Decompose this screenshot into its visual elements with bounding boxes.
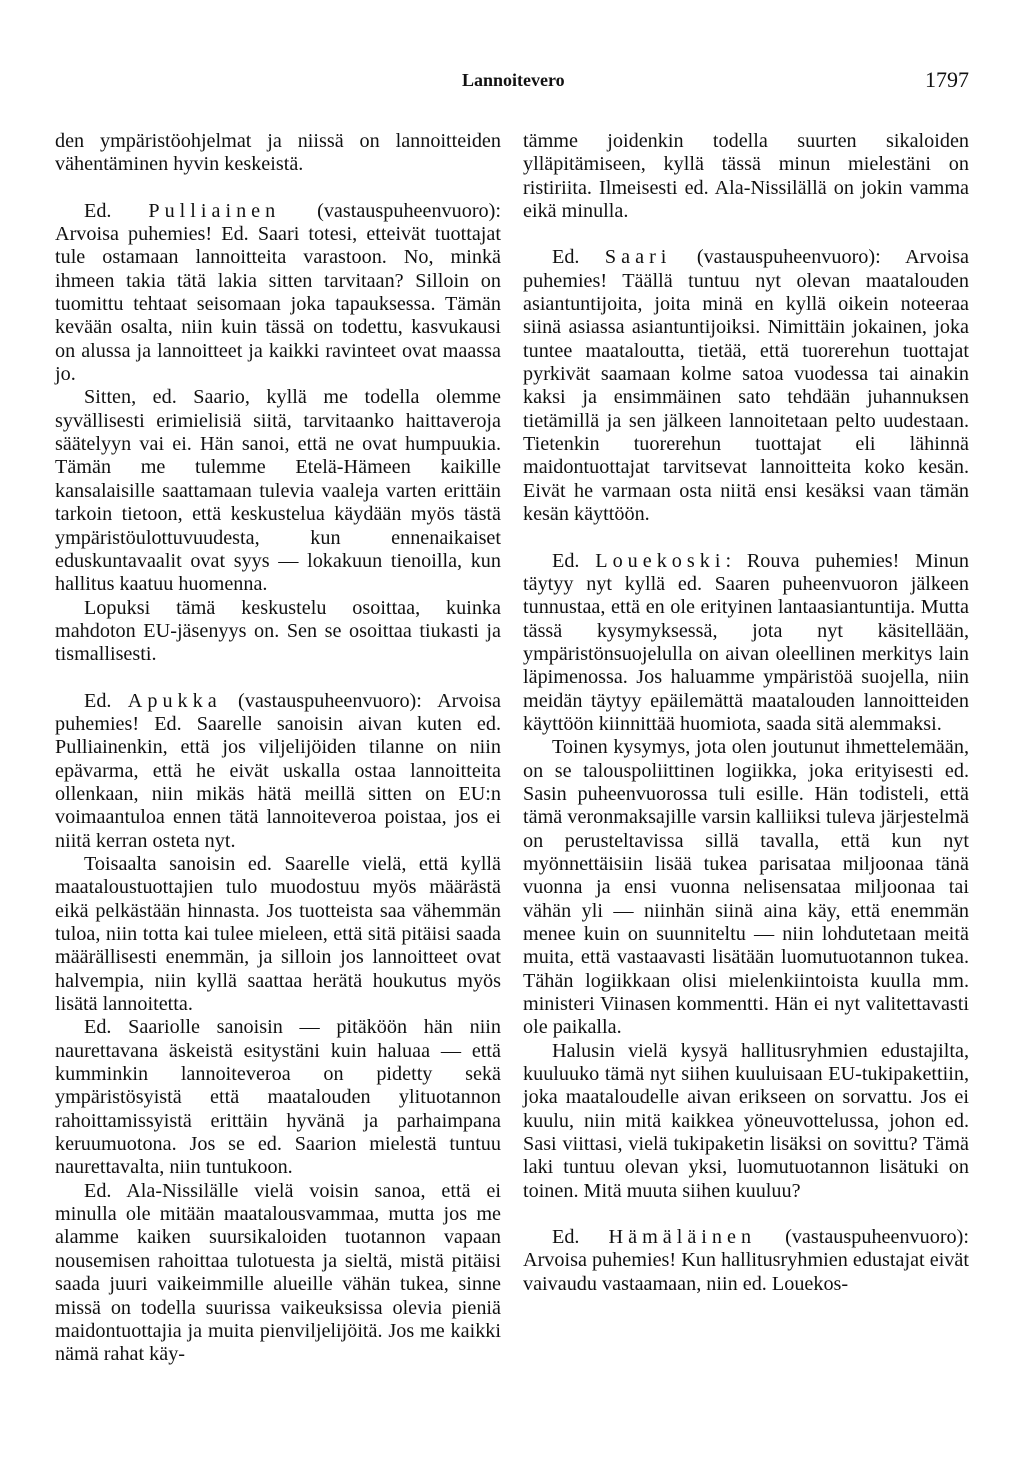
speech-text: (vastauspuheenvuoro): Arvoisa puhemies! Ed. Saarelle sanoisin aivan kuten ed. Pulliainenkin, että jos viljelijöiden tilanne on niin epävarma, että he eivät uskalla ostaa lannoitteita ollenkaan, niin mikäs hätä meillä sitten on EU:n voimaantuloa ennen tätä lannoiteveroa poistaa, jos ei niitä kerran osteta nyt.: [55, 689, 501, 852]
speech-text: (vastauspuheenvuoro): Arvoisa puhemies! Ed. Saari totesi, etteivät tuottajat tule ostamaan lannoitteita varastoon. No, minkä ihmeen takia tätä lakia sitten tarvitaan? Silloin on tuomittu tehtaat seisomaan joka tapauksessa. Tämän kevään osalta, niin kuin tässä on todettu, kasvukausi on alussa ja lannoitteet ja kaikki ravinteet ovat maassa jo.: [55, 199, 501, 386]
speaker-name: Saari: [604, 246, 672, 269]
speech-paragraph: [55, 200, 501, 387]
paragraph: Sitten, ed. Saario, kyllä me todella olemme syvällisesti erimielisiä siitä, tarvitaanko haittaveroja säätelyyn vai ei. Hän sanoi, että ne ovat humpuukia. Tämän me tulemme Etelä-Hämeen kaikille kansalaisille saattamaan tulevia vaaleja varten erittäin tarkoin tietoon, että keskustelua käydään myös tästä ympäristöulottuvuudesta, kun ennenaikaiset eduskuntavaalit ovat syys — lokakuun tienoilla, kun hallitus kaatuu huomenna.: [55, 386, 501, 596]
speaker-prefix: Ed.: [552, 549, 596, 572]
speech-text: (vastauspuheenvuoro): Arvoisa puhemies! Kun hallitusryhmien edustajat eivät vaivaudu vastaamaan, niin ed. Louekos-: [523, 1226, 969, 1295]
speech-paragraph: [523, 550, 969, 737]
paragraph: den ympäristöohjelmat ja niissä on lannoitteiden vähentäminen hyvin keskeistä.: [55, 130, 501, 176]
page-number: 1797: [925, 67, 969, 92]
speech-text: : Rouva puhemies! Minun täytyy nyt kyllä ed. Saaren puheenvuoron jälkeen tunnustaa, että en ole erityinen lantaasiantuntija. Mutta tässä kysymyksessä, jota nyt käsitellään, ympäristönsuojelulla on aivan oleellinen merkitys lain läpimenossa. Jos haluamme ympäristöä suojella, niin meidän täytyy epäilemättä maatalouden lannoitteiden käyttöön kiinnittää huomiota, saada sitä alemmaksi.: [523, 549, 969, 735]
speaker-prefix: Ed.: [84, 689, 128, 712]
speech-text: (vastauspuheenvuoro): Arvoisa puhemies! Täällä tuntuu nyt olevan maatalouden asiantuntijoita, joita minä en kyllä oikein noteeraa siinä asiassa asiantuntijoiksi. Nimittäin jokainen, joka tuntee maataloutta, tietää, että tuorerehun tuottajat pyrkivät saamaan kolme satoa vuodessa tai ainakin kaksi ja ensimmäinen sato tehdään juhannuksen tietämillä ja sen jälkeen lannoitetaan pelto uudestaan. Tietenkin tuorerehun tuottajat eli lähinnä maidontuottajat tarvitsevat lannoitteita koko kesän. Eivät he varmaan osta niitä ensi kesäksi vaan tämän kesän käyttöön.: [523, 246, 969, 526]
speaker-prefix: Ed.: [552, 1226, 609, 1249]
paragraph: tämme joidenkin todella suurten sikaloiden ylläpitämiseen, kyllä tässä minun mielestäni on ristiriita. Ilmeisesti ed. Ala-Nissilällä on jokin vamma eikä minulla.: [523, 130, 969, 223]
speaker-name: Louekoski: [595, 549, 726, 572]
speaker-prefix: Ed.: [84, 199, 149, 222]
speaker-name: Apukka: [127, 689, 222, 712]
speech-paragraph: [55, 690, 501, 853]
paragraph: Toisaalta sanoisin ed. Saarelle vielä, että kyllä maataloustuottajien tulo muodostuu myös määrästä eikä pelkästään hinnasta. Jos tuotteista saa vähemmän tuloa, niin totta kai tulee mieleen, että sitä pitäisi saada määrällisesti enemmän, ja silloin jos lannoitteet ovat halvempia, niin kyllä saattaa herätä houkutus myös lisätä lannoitetta.: [55, 852, 501, 1016]
speaker-name: Hämäläinen: [608, 1226, 757, 1249]
speech-paragraph: [523, 246, 969, 526]
running-header-title: Lannoitevero: [462, 70, 565, 90]
right-column: [523, 130, 969, 1296]
paragraph: Halusin vielä kysyä hallitusryhmien edustajilta, kuuluuko tämä nyt siihen kuuluisaan EU-tukipakettiin, joka maataloudelle aivan erikseen on sorvattu. Jos ei kuulu, niin mitä kaikkea yöneuvottelussa, johon ed. Sasi viittasi, vielä tukipaketin lisäksi on sovittu? Tämä laki tuntuu olevan yksi, luomutuotannon lisätuki on toinen. Mitä muuta siihen kuuluu?: [523, 1039, 969, 1202]
speech-paragraph: [523, 1226, 969, 1296]
paragraph: Ed. Ala-Nissilälle vielä voisin sanoa, että ei minulla ole mitään maatalousvammaa, mutta jos me alamme kaiken suursikaloiden tuotannon vapaan nousemisen rahoittaa tulotuesta ja sieltä, mistä pitäisi saada juuri vaikeimmille alueille vähän tukea, sinne missä on todella suurissa vaikeuksissa olevia pieniä maidontuottajia ja muita pienviljelijöitä. Jos me kaikki nämä rahat käy-: [55, 1179, 501, 1366]
paragraph: Ed. Saariolle sanoisin — pitäköön hän niin naurettavana äskeistä esitystäni kuin haluaa — että kumminkin lannoiteveroa on pidetty sekä ympäristösyistä että maatalouden ylituotannon rahoittamissyistä erittäin hyvänä ja parhaimpana keruumuotona. Jos se ed. Saarion mielestä tuntuu naurettavalta, niin tuntukoon.: [55, 1016, 501, 1179]
speaker-prefix: Ed.: [552, 246, 605, 269]
speaker-name: Pulliainen: [148, 199, 281, 222]
paragraph: Toinen kysymys, jota olen joutunut ihmettelemään, on se talouspoliittinen logiikka, joka erityisesti ed. Sasin puheenvuorossa tuli esille. Hän todisteli, että tämä veronmaksajille varsin kalliiksi tuleva järjestelmä on perusteltavissa sillä tavalla, että kun nyt myönnettäisiin lisää tukea parisataa miljoonaa tänä vuonna ja ensi vuonna nelisensataa miljoonaa tai vähän yli — niinhän siinä aina käy, että enemmän menee kuin on suunniteltu — niin lohdutetaan meitä muita, että vastaavasti lisätään luomutuotannon tukea. Tähän logiikkaan olisi mielenkiintoista kuulla mm. ministeri Viinasen kommentti. Hän ei nyt valitettavasti ole paikalla.: [523, 736, 969, 1039]
paragraph: Lopuksi tämä keskustelu osoittaa, kuinka mahdoton EU-jäsenyys on. Sen se osoittaa tiukasti ja tismallisesti.: [55, 596, 501, 666]
left-column: [55, 130, 501, 1367]
